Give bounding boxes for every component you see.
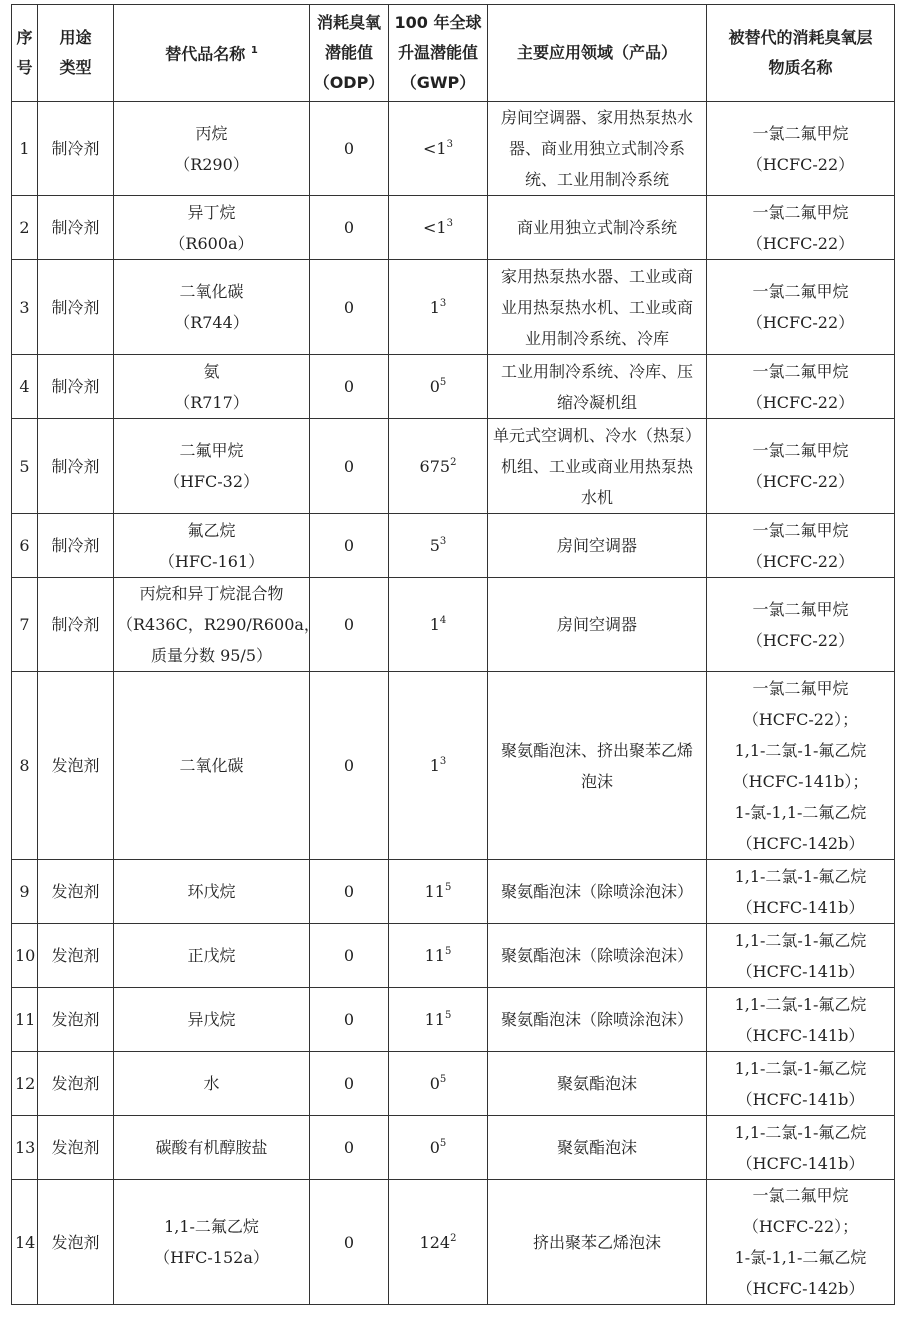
cell-odp: 0 [310,355,389,419]
cell-odp: 0 [310,578,389,672]
cell-gwp: $0^5$ [389,355,488,419]
cell-apps: 聚氨酯泡沫（除喷涂泡沫） [488,924,707,988]
cell-name: 二氧化碳 [114,672,310,860]
col-header-no: 序 号 [12,5,38,102]
cell-replaced: 一氯二氟甲烷 （HCFC-22） [707,419,895,514]
table-row [12,196,895,260]
table-row [12,1180,895,1305]
cell-no: 2 [12,196,38,260]
cell-replaced: 一氯二氟甲烷 （HCFC-22） [707,102,895,196]
cell-no: 6 [12,514,38,578]
cell-no: 8 [12,672,38,860]
cell-odp: 0 [310,514,389,578]
cell-type: 制冷剂 [38,260,114,355]
cell-type: 发泡剂 [38,860,114,924]
table-row [12,355,895,419]
table-row [12,860,895,924]
cell-name: 正戊烷 [114,924,310,988]
cell-no: 7 [12,578,38,672]
cell-no: 13 [12,1116,38,1180]
cell-type: 发泡剂 [38,1052,114,1116]
cell-replaced: 一氯二氟甲烷 （HCFC-22） [707,514,895,578]
substitutes-table [11,4,895,1305]
table-row [12,1052,895,1116]
col-header-type: 用途 类型 [38,5,114,102]
cell-no: 1 [12,102,38,196]
cell-apps: 房间空调器 [488,578,707,672]
cell-odp: 0 [310,260,389,355]
cell-name: 丙烷 （R290） [114,102,310,196]
cell-apps: 聚氨酯泡沫（除喷涂泡沫） [488,988,707,1052]
cell-odp: 0 [310,1180,389,1305]
cell-no: 12 [12,1052,38,1116]
cell-type: 制冷剂 [38,196,114,260]
table-row [12,924,895,988]
cell-gwp: $0^5$ [389,1116,488,1180]
cell-gwp: $1^3$ [389,260,488,355]
table-row [12,578,895,672]
cell-replaced: 1,1-二氯-1-氟乙烷 （HCFC-141b） [707,1116,895,1180]
table-row [12,260,895,355]
cell-odp: 0 [310,860,389,924]
cell-no: 4 [12,355,38,419]
col-header-replaced: 被替代的消耗臭氧层 物质名称 [707,5,895,102]
cell-apps: 聚氨酯泡沫 [488,1116,707,1180]
cell-no: 5 [12,419,38,514]
cell-type: 制冷剂 [38,514,114,578]
cell-apps: 工业用制冷系统、冷库、压 缩冷凝机组 [488,355,707,419]
cell-apps: 聚氨酯泡沫 [488,1052,707,1116]
cell-replaced: 一氯二氟甲烷 （HCFC-22） [707,578,895,672]
cell-replaced: 一氯二氟甲烷 （HCFC-22）； 1,1-二氯-1-氟乙烷 （HCFC-141b）； 1-氯-1,1-二氟乙烷 （HCFC-142b） [707,672,895,860]
cell-replaced: 1,1-二氯-1-氟乙烷 （HCFC-141b） [707,1052,895,1116]
cell-no: 10 [12,924,38,988]
cell-name: 异戊烷 [114,988,310,1052]
cell-apps: 家用热泵热水器、工业或商 业用热泵热水机、工业或商 业用制冷系统、冷库 [488,260,707,355]
cell-apps: 房间空调器、家用热泵热水 器、商业用独立式制冷系 统、工业用制冷系统 [488,102,707,196]
cell-type: 发泡剂 [38,1180,114,1305]
cell-no: 14 [12,1180,38,1305]
cell-name: 氨 （R717） [114,355,310,419]
cell-type: 发泡剂 [38,988,114,1052]
header-row [12,5,895,102]
cell-gwp: $<1^3$ [389,196,488,260]
cell-replaced: 1,1-二氯-1-氟乙烷 （HCFC-141b） [707,860,895,924]
cell-name: 二氧化碳 （R744） [114,260,310,355]
table-row [12,672,895,860]
cell-name: 氟乙烷 （HFC-161） [114,514,310,578]
cell-gwp: $11^5$ [389,860,488,924]
cell-odp: 0 [310,102,389,196]
table-row [12,988,895,1052]
cell-gwp: $11^5$ [389,924,488,988]
cell-replaced: 一氯二氟甲烷 （HCFC-22）； 1-氯-1,1-二氟乙烷 （HCFC-142b） [707,1180,895,1305]
cell-gwp: $11^5$ [389,988,488,1052]
cell-replaced: 一氯二氟甲烷 （HCFC-22） [707,355,895,419]
cell-odp: 0 [310,1052,389,1116]
table-row [12,1116,895,1180]
cell-apps: 单元式空调机、冷水（热泵） 机组、工业或商业用热泵热 水机 [488,419,707,514]
cell-gwp: $1^4$ [389,578,488,672]
col-header-apps: 主要应用领域（产品） [488,5,707,102]
cell-name: 丙烷和异丁烷混合物 （R436C，R290/R600a， 质量分数 95/5） [114,578,310,672]
cell-name: 二氟甲烷 （HFC-32） [114,419,310,514]
cell-replaced: 1,1-二氯-1-氟乙烷 （HCFC-141b） [707,924,895,988]
cell-type: 发泡剂 [38,1116,114,1180]
col-header-gwp: 100 年全球 升温潜能值 （GWP） [389,5,488,102]
cell-name: 异丁烷 （R600a） [114,196,310,260]
cell-name: 水 [114,1052,310,1116]
cell-gwp: $124^2$ [389,1180,488,1305]
table-row [12,419,895,514]
cell-apps: 挤出聚苯乙烯泡沫 [488,1180,707,1305]
cell-gwp: $675^2$ [389,419,488,514]
cell-type: 制冷剂 [38,578,114,672]
cell-no: 3 [12,260,38,355]
cell-replaced: 一氯二氟甲烷 （HCFC-22） [707,196,895,260]
cell-apps: 聚氨酯泡沫、挤出聚苯乙烯 泡沫 [488,672,707,860]
cell-odp: 0 [310,924,389,988]
cell-gwp: $0^5$ [389,1052,488,1116]
cell-replaced: 一氯二氟甲烷 （HCFC-22） [707,260,895,355]
table-row [12,514,895,578]
cell-odp: 0 [310,196,389,260]
cell-name: 环戊烷 [114,860,310,924]
col-header-odp: 消耗臭氧 潜能值 （ODP） [310,5,389,102]
cell-odp: 0 [310,672,389,860]
cell-type: 发泡剂 [38,924,114,988]
cell-type: 发泡剂 [38,672,114,860]
cell-gwp: $<1^3$ [389,102,488,196]
col-header-name: 替代品名称 $^1$ [114,5,310,102]
cell-apps: 聚氨酯泡沫（除喷涂泡沫） [488,860,707,924]
table-row [12,102,895,196]
cell-name: 1,1-二氟乙烷 （HFC-152a） [114,1180,310,1305]
cell-odp: 0 [310,419,389,514]
cell-odp: 0 [310,988,389,1052]
cell-no: 11 [12,988,38,1052]
cell-apps: 房间空调器 [488,514,707,578]
cell-type: 制冷剂 [38,355,114,419]
cell-gwp: $5^3$ [389,514,488,578]
cell-type: 制冷剂 [38,419,114,514]
cell-apps: 商业用独立式制冷系统 [488,196,707,260]
cell-no: 9 [12,860,38,924]
cell-replaced: 1,1-二氯-1-氟乙烷 （HCFC-141b） [707,988,895,1052]
cell-odp: 0 [310,1116,389,1180]
cell-name: 碳酸有机醇胺盐 [114,1116,310,1180]
cell-gwp: $1^3$ [389,672,488,860]
cell-type: 制冷剂 [38,102,114,196]
